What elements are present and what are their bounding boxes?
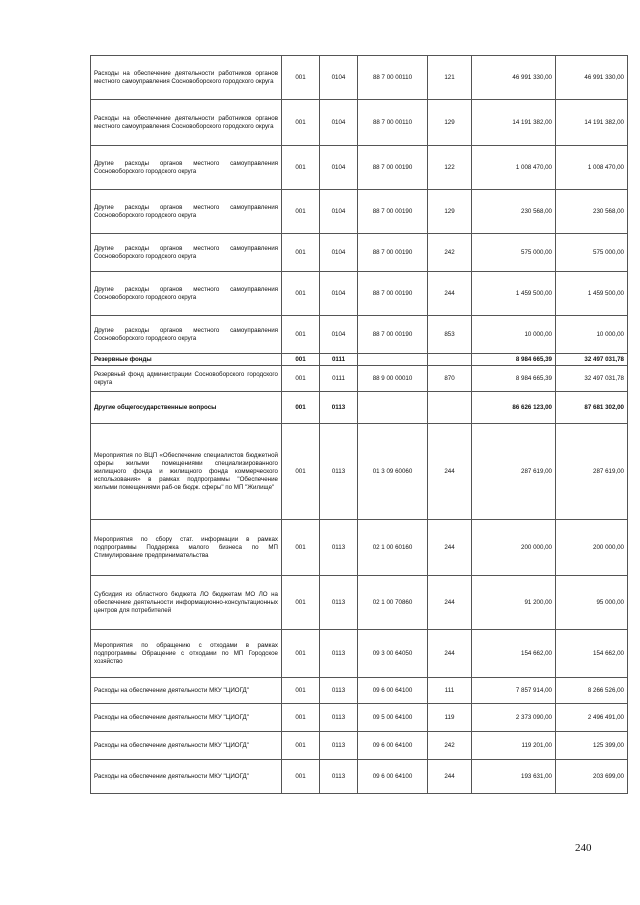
table-row [91,100,628,146]
budget-table [90,55,628,794]
row-sum-2: 154 662,00 [556,630,628,678]
row-sum-1: 287 619,00 [472,424,556,520]
row-name: Расходы на обеспечение деятельности МКУ "ЦИОГД" [91,678,282,704]
row-name: Резервный фонд администрации Сосновоборского городского округа [91,366,282,392]
row-rz: 0104 [320,316,358,354]
row-vr: 119 [428,704,472,732]
row-sum-2: 230 568,00 [556,190,628,234]
row-vr: 242 [428,732,472,760]
row-sum-1: 119 201,00 [472,732,556,760]
row-rz: 0104 [320,234,358,272]
row-sum-1: 8 984 665,39 [472,366,556,392]
row-name: Мероприятия по обращению с отходами в рамках подпрограммы Обращение с отходами по МП Городское хозяйство [91,630,282,678]
table-row [91,366,628,392]
row-sum-1: 154 662,00 [472,630,556,678]
row-csr: 88 7 00 00190 [358,146,428,190]
row-sum-2: 1 008 470,00 [556,146,628,190]
row-ved: 001 [282,760,320,794]
row-name: Мероприятия по ВЦП «Обеспечение специалистов бюджетной сферы жилыми помещениями специализированного жилищного фонда и жилищного фонда коммерческого использования» в рамках подпрограммы "Обеспечение жилыми помещениями раб-ов бюдж. сферы" по МП "Жилище" [91,424,282,520]
row-name: Другие расходы органов местного самоуправления Сосновоборского городского округа [91,316,282,354]
table-row [91,316,628,354]
row-name: Другие расходы органов местного самоуправления Сосновоборского городского округа [91,272,282,316]
row-rz: 0104 [320,190,358,234]
table-row [91,190,628,234]
row-ved: 001 [282,520,320,576]
row-name: Расходы на обеспечение деятельности работников органов местного самоуправления Сосновоборского городского округа [91,56,282,100]
row-sum-2: 575 000,00 [556,234,628,272]
table-row [91,392,628,424]
row-rz: 0104 [320,146,358,190]
row-csr [358,354,428,366]
row-sum-1: 7 857 914,00 [472,678,556,704]
row-rz: 0111 [320,366,358,392]
row-csr: 01 3 09 60060 [358,424,428,520]
row-name: Мероприятия по сбору стат. информации в рамках подпрограммы Поддержка малого бизнеса по МП Стимулирование предпринимательства [91,520,282,576]
row-name: Расходы на обеспечение деятельности МКУ "ЦИОГД" [91,732,282,760]
row-vr: 242 [428,234,472,272]
row-ved: 001 [282,704,320,732]
row-sum-2: 8 266 526,00 [556,678,628,704]
row-rz: 0113 [320,760,358,794]
row-vr: 129 [428,190,472,234]
row-csr [358,392,428,424]
row-vr: 244 [428,520,472,576]
row-csr: 88 7 00 00110 [358,100,428,146]
row-ved: 001 [282,190,320,234]
row-sum-1: 2 373 090,00 [472,704,556,732]
row-rz: 0113 [320,704,358,732]
row-ved: 001 [282,576,320,630]
row-ved: 001 [282,234,320,272]
row-sum-2: 287 619,00 [556,424,628,520]
row-csr: 88 7 00 00190 [358,316,428,354]
row-vr [428,392,472,424]
row-ved: 001 [282,56,320,100]
row-sum-2: 125 399,00 [556,732,628,760]
row-sum-1: 1 008 470,00 [472,146,556,190]
row-sum-1: 46 991 330,00 [472,56,556,100]
table-row [91,520,628,576]
row-vr [428,354,472,366]
row-name: Расходы на обеспечение деятельности МКУ "ЦИОГД" [91,760,282,794]
table-row [91,760,628,794]
row-sum-2: 200 000,00 [556,520,628,576]
row-vr: 244 [428,630,472,678]
page-number: 240 [575,842,592,854]
row-csr: 88 7 00 00110 [358,56,428,100]
row-sum-2: 87 681 302,00 [556,392,628,424]
row-name: Другие расходы органов местного самоуправления Сосновоборского городского округа [91,234,282,272]
row-ved: 001 [282,146,320,190]
row-sum-1: 8 984 665,39 [472,354,556,366]
table-row [91,234,628,272]
row-rz: 0104 [320,272,358,316]
row-sum-1: 1 459 500,00 [472,272,556,316]
table-row [91,354,628,366]
row-ved: 001 [282,354,320,366]
row-csr: 88 7 00 00190 [358,190,428,234]
row-csr: 09 6 00 64100 [358,678,428,704]
row-rz: 0104 [320,56,358,100]
row-csr: 88 9 00 00010 [358,366,428,392]
table-row [91,576,628,630]
table-row [91,732,628,760]
row-sum-2: 1 459 500,00 [556,272,628,316]
row-vr: 870 [428,366,472,392]
row-ved: 001 [282,424,320,520]
row-csr: 09 3 00 64050 [358,630,428,678]
row-sum-1: 86 626 123,00 [472,392,556,424]
row-name: Резервные фонды [91,354,282,366]
row-sum-2: 46 991 330,00 [556,56,628,100]
row-csr: 02 1 00 70860 [358,576,428,630]
row-sum-2: 95 000,00 [556,576,628,630]
row-sum-1: 200 000,00 [472,520,556,576]
row-rz: 0113 [320,576,358,630]
table-row [91,56,628,100]
row-ved: 001 [282,630,320,678]
table-row [91,630,628,678]
row-rz: 0113 [320,732,358,760]
table-row [91,678,628,704]
row-name: Другие общегосударственные вопросы [91,392,282,424]
row-sum-1: 91 200,00 [472,576,556,630]
row-name: Расходы на обеспечение деятельности работников органов местного самоуправления Сосновоборского городского округа [91,100,282,146]
row-sum-2: 32 497 031,78 [556,366,628,392]
row-sum-2: 14 191 382,00 [556,100,628,146]
row-ved: 001 [282,392,320,424]
row-csr: 88 7 00 00190 [358,272,428,316]
row-vr: 129 [428,100,472,146]
row-csr: 88 7 00 00190 [358,234,428,272]
row-sum-2: 2 496 491,00 [556,704,628,732]
row-csr: 09 5 00 64100 [358,704,428,732]
row-name: Другие расходы органов местного самоуправления Сосновоборского городского округа [91,190,282,234]
row-rz: 0113 [320,424,358,520]
row-sum-2: 32 497 031,78 [556,354,628,366]
row-csr: 09 6 00 64100 [358,732,428,760]
row-vr: 122 [428,146,472,190]
row-rz: 0113 [320,678,358,704]
row-sum-1: 230 568,00 [472,190,556,234]
row-csr: 09 6 00 64100 [358,760,428,794]
row-name: Расходы на обеспечение деятельности МКУ "ЦИОГД" [91,704,282,732]
row-ved: 001 [282,316,320,354]
row-name: Другие расходы органов местного самоуправления Сосновоборского городского округа [91,146,282,190]
row-vr: 244 [428,760,472,794]
row-rz: 0113 [320,520,358,576]
row-csr: 02 1 00 60160 [358,520,428,576]
row-sum-1: 14 191 382,00 [472,100,556,146]
row-sum-1: 193 631,00 [472,760,556,794]
row-vr: 853 [428,316,472,354]
row-ved: 001 [282,366,320,392]
row-rz: 0111 [320,354,358,366]
table-row [91,272,628,316]
table-row [91,704,628,732]
row-rz: 0113 [320,392,358,424]
row-sum-1: 10 000,00 [472,316,556,354]
row-ved: 001 [282,678,320,704]
row-rz: 0113 [320,630,358,678]
row-vr: 244 [428,424,472,520]
row-vr: 244 [428,576,472,630]
row-ved: 001 [282,732,320,760]
row-sum-1: 575 000,00 [472,234,556,272]
row-vr: 244 [428,272,472,316]
row-vr: 121 [428,56,472,100]
row-vr: 111 [428,678,472,704]
row-name: Субсидия из областного бюджета ЛО бюджетам МО ЛО на обеспечение деятельности информационно-консультационных центров для потребителей [91,576,282,630]
row-ved: 001 [282,272,320,316]
row-sum-2: 10 000,00 [556,316,628,354]
table-row [91,424,628,520]
row-sum-2: 203 699,00 [556,760,628,794]
row-ved: 001 [282,100,320,146]
row-rz: 0104 [320,100,358,146]
table-row [91,146,628,190]
